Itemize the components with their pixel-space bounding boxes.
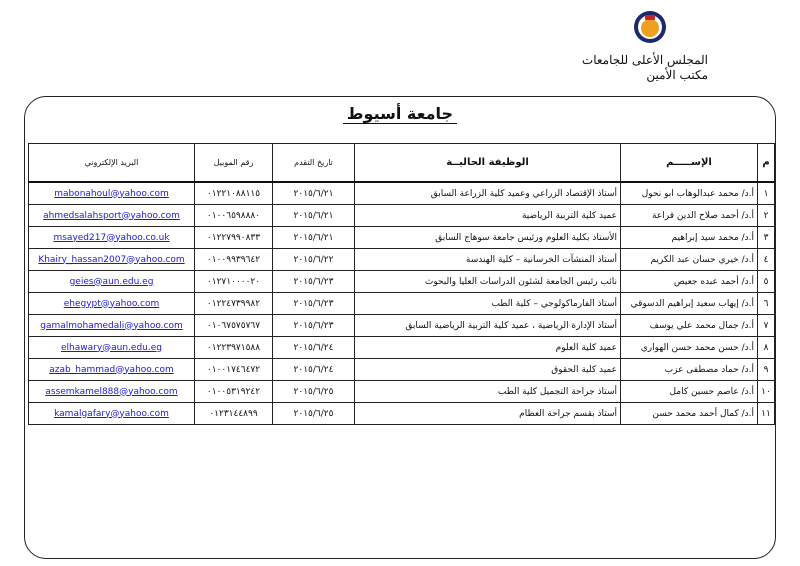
row-date-cell: ٢٠١٥/٦/٢٥ [273,381,355,403]
row-email-cell [29,359,195,381]
row-date-cell: ٢٠١٥/٦/٢٣ [273,293,355,315]
row-mobile-cell: ٠١٠٠١٧٤٦٤٧٢ [195,359,273,381]
row-name-cell: أ.د/ محمد سيد إبراهيم [621,227,758,249]
email-link[interactable]: ahmedsalahsport@yahoo.com [43,210,180,221]
row-job-cell: أستاذ الإدارة الرياضية ، عميد كلية التربية الرياضية السابق [355,315,621,337]
row-num-cell: ٧ [758,315,775,337]
row-num-cell: ٨ [758,337,775,359]
row-date-cell: ٢٠١٥/٦/٢١ [273,182,355,205]
row-name-cell: أ.د/ أحمد عبده جعيص [621,271,758,293]
row-num-cell: ١٠ [758,381,775,403]
row-email-cell [29,182,195,205]
row-job-cell: أستاذ المنشآت الخرسانية – كلية الهندسة [355,249,621,271]
email-link[interactable]: ehegypt@yahoo.com [63,298,160,309]
email-link[interactable]: elhawary@aun.edu.eg [60,342,162,353]
row-email-cell [29,271,195,293]
row-job-cell: عميد كلية الحقوق [355,359,621,381]
row-email-cell [29,381,195,403]
row-date-cell: ٢٠١٥/٦/٢١ [273,227,355,249]
row-job-cell: عميد كلية التربية الرياضية [355,205,621,227]
row-email-cell [29,249,195,271]
row-num-cell: ٤ [758,249,775,271]
email-link[interactable]: Khairy_hassan2007@yahoo.com [38,254,185,265]
col-header-name: الإســـــم [621,144,758,183]
row-mobile-cell: ٠١٠٠٩٩٣٩٦٤٢ [195,249,273,271]
table-row [29,359,775,381]
row-num-cell: ٣ [758,227,775,249]
row-name-cell: أ.د/ حسن محمد حسن الهواري [621,337,758,359]
col-header-date: تاريخ التقدم [273,144,355,183]
table-row [29,249,775,271]
row-name-cell: أ.د/ محمد عبدالوهاب ابو نحول [621,182,758,205]
email-link[interactable]: msayed217@yahoo.co.uk [53,232,170,243]
row-mobile-cell: ٠١٢٢٣٩٧١٥٨٨ [195,337,273,359]
col-header-job: الوظيفة الحاليــة [355,144,621,183]
row-mobile-cell: ٠١٠٦٧٥٧٥٧٦٧ [195,315,273,337]
row-name-cell: أ.د/ خيري حسان عبد الكريم [621,249,758,271]
row-name-cell: أ.د/ أحمد صلاح الدين قراعة [621,205,758,227]
row-date-cell: ٢٠١٥/٦/٢٣ [273,315,355,337]
row-email-cell [29,315,195,337]
email-link[interactable]: mabonahoul@yahoo.com [54,188,169,199]
row-date-cell: ٢٠١٥/٦/٢٥ [273,403,355,425]
council-emblem-icon [633,10,667,44]
row-job-cell: الأستاذ بكلية العلوم ورئيس جامعة سوهاج السابق [355,227,621,249]
council-header [582,53,708,83]
row-date-cell: ٢٠١٥/٦/٢٤ [273,337,355,359]
col-header-num: م [758,144,775,183]
row-date-cell: ٢٠١٥/٦/٢٢ [273,249,355,271]
row-email-cell [29,227,195,249]
page-title [0,104,800,123]
row-mobile-cell: ٠١٢٢٧٩٩٠٨٣٣ [195,227,273,249]
row-date-cell: ٢٠١٥/٦/٢٤ [273,359,355,381]
row-mobile-cell: ٠١٠٠٥٣١٩٢٤٢ [195,381,273,403]
table-header-row [29,144,775,183]
row-name-cell: أ.د/ إيهاب سعيد إبراهيم الدسوقي [621,293,758,315]
row-date-cell: ٢٠١٥/٦/٢١ [273,205,355,227]
council-name: المجلس الأعلى للجامعات [581,53,708,67]
row-job-cell: أستاذ بقسم جراحة العظام [355,403,621,425]
col-header-email: البريد الإلكتروني [29,144,195,183]
row-num-cell: ١ [758,182,775,205]
table-row [29,403,775,425]
table-row [29,205,775,227]
university-name: جامعة أسيوط [343,104,457,124]
table-row [29,271,775,293]
table-row [29,293,775,315]
email-link[interactable]: gamalmohamedali@yahoo.com [40,320,183,331]
row-email-cell [29,205,195,227]
row-num-cell: ٥ [758,271,775,293]
row-job-cell: عميد كلية العلوم [355,337,621,359]
table-row [29,182,775,205]
row-mobile-cell: ٠١٠٠٦٥٩٨٨٨٠ [195,205,273,227]
row-mobile-cell: ٠١٢٢٤٧٣٩٩٨٢ [195,293,273,315]
row-num-cell: ١١ [758,403,775,425]
row-name-cell: أ.د/ كمال أحمد محمد حسن [621,403,758,425]
row-job-cell: نائب رئيس الجامعة لشئون الدراسات العليا والبحوث [355,271,621,293]
row-email-cell [29,293,195,315]
table-row [29,315,775,337]
row-job-cell: أستاذ الفارماكولوجي – كلية الطب [355,293,621,315]
email-link[interactable]: azab_hammad@yahoo.com [49,364,174,375]
email-link[interactable]: kamalgafary@yahoo.com [54,408,169,419]
row-job-cell: أستاذ الإقتصاد الزراعي وعميد كلية الزراعة السابق [355,182,621,205]
table-row [29,227,775,249]
email-link[interactable]: geies@aun.edu.eg [69,276,154,287]
table-row [29,381,775,403]
row-num-cell: ٦ [758,293,775,315]
table-row [29,337,775,359]
candidates-table [28,143,775,425]
row-num-cell: ٩ [758,359,775,381]
row-name-cell: أ.د/ حماد مصطفى عزب [621,359,758,381]
email-link[interactable]: assemkamel888@yahoo.com [45,386,178,397]
row-mobile-cell: ٠١٢٣١٤٤٨٩٩ [195,403,273,425]
row-job-cell: أستاذ جراحة التجميل كلية الطب [355,381,621,403]
row-email-cell [29,337,195,359]
row-email-cell [29,403,195,425]
row-mobile-cell: ٠١٢٢١٠٨٨١١٥ [195,182,273,205]
row-name-cell: أ.د/ جمال محمد علي يوسف [621,315,758,337]
row-mobile-cell: ٠١٢٧١٠٠٠٠٢٠ [195,271,273,293]
row-date-cell: ٢٠١٥/٦/٢٣ [273,271,355,293]
col-header-mobile: رقم الموبيل [195,144,273,183]
row-name-cell: أ.د/ عاصم حسين كامل [621,381,758,403]
row-num-cell: ٢ [758,205,775,227]
office-name: مكتب الأمين [646,68,708,82]
